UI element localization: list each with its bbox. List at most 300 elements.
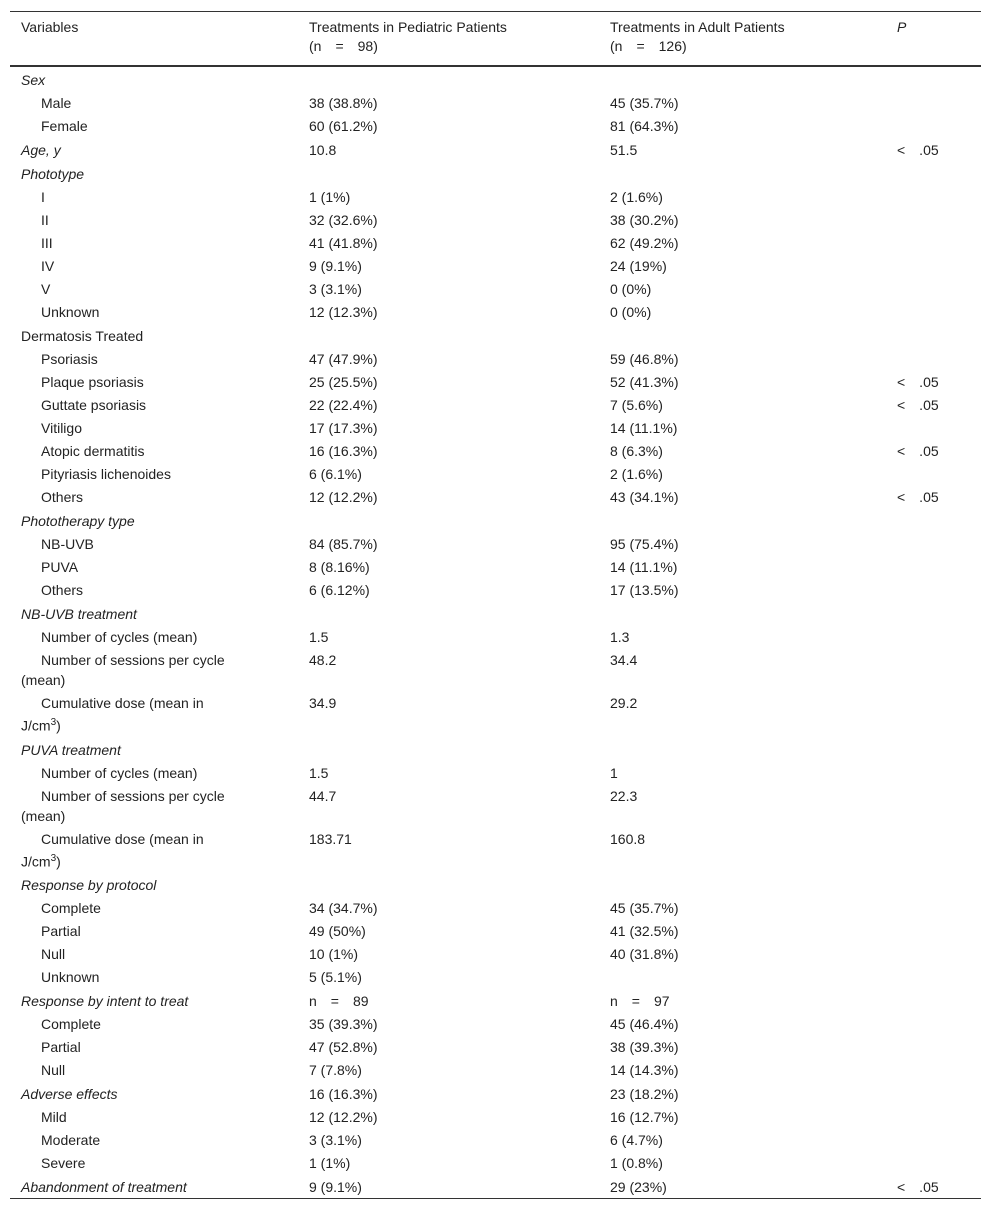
data-table xyxy=(10,11,981,1199)
cell-p-value xyxy=(886,648,981,691)
variable-label: Number of cycles (mean) xyxy=(41,629,198,645)
cell-adult xyxy=(599,1105,886,1128)
variable-label-line2 xyxy=(10,806,288,826)
variable-label: Mild xyxy=(41,1109,67,1126)
header-pediatric-title: Treatments in Pediatric Patients xyxy=(309,19,507,35)
cell-pediatric-value: 1.5 xyxy=(309,764,329,781)
cell-adult xyxy=(599,231,886,254)
header-pediatric-n: (n = 98) xyxy=(309,38,378,54)
cell-p-value xyxy=(886,827,981,873)
cell-pediatric-value: 9 (9.1%) xyxy=(309,258,362,274)
cell-pediatric xyxy=(298,323,599,347)
cell-pediatric-value: 60 (61.2%) xyxy=(309,118,378,134)
cell-adult xyxy=(599,393,886,416)
cell-p-value xyxy=(886,231,981,254)
cell-p-value xyxy=(886,393,981,416)
table-row xyxy=(10,439,981,462)
cell-adult xyxy=(599,648,886,691)
cell-p-value xyxy=(886,1081,981,1105)
cell-pediatric xyxy=(298,231,599,254)
table-row xyxy=(10,919,981,942)
variable-label: III xyxy=(41,235,53,251)
cell-p-value xyxy=(886,370,981,393)
cell-variable xyxy=(10,1151,298,1174)
cell-pediatric-value: 12 (12.2%) xyxy=(309,1109,378,1126)
cell-p-value xyxy=(886,761,981,784)
cell-pediatric xyxy=(298,393,599,416)
table-group-row xyxy=(10,137,981,161)
cell-variable xyxy=(10,66,298,91)
table-group-row xyxy=(10,66,981,91)
cell-p-value xyxy=(886,66,981,91)
cell-pediatric-value: 44.7 xyxy=(309,787,337,804)
variable-label: Adverse effects xyxy=(21,1086,118,1103)
variable-label-line1 xyxy=(10,693,288,713)
table-row xyxy=(10,827,981,873)
cell-pediatric xyxy=(298,137,599,161)
variable-label-line2 xyxy=(10,713,288,736)
cell-p-value xyxy=(886,323,981,347)
cell-adult xyxy=(599,942,886,965)
cell-pediatric xyxy=(298,578,599,601)
cell-adult xyxy=(599,185,886,208)
cell-pediatric-value: 9 (9.1%) xyxy=(309,1179,362,1196)
variable-label: Phototype xyxy=(21,166,85,182)
table-row xyxy=(10,300,981,323)
cell-pediatric-value: n = 89 xyxy=(309,993,369,1010)
table-row xyxy=(10,1058,981,1081)
cell-adult xyxy=(599,1174,886,1199)
header-row xyxy=(10,12,981,67)
variable-label: Others xyxy=(41,582,84,598)
cell-pediatric xyxy=(298,91,599,114)
cell-adult-value: 81 (64.3%) xyxy=(610,118,679,134)
variable-label-line1 xyxy=(10,786,288,806)
variable-label: Null xyxy=(41,946,66,963)
variable-label-line1 xyxy=(10,650,288,670)
cell-p-value xyxy=(886,137,981,161)
cell-variable xyxy=(10,114,298,137)
cell-pediatric xyxy=(298,648,599,691)
table-row xyxy=(10,1128,981,1151)
cell-adult xyxy=(599,827,886,873)
variable-label: IV xyxy=(41,258,55,274)
cell-adult xyxy=(599,254,886,277)
table-row xyxy=(10,277,981,300)
cell-pediatric-value: 17 (17.3%) xyxy=(309,420,378,436)
cell-adult-value: 0 (0%) xyxy=(610,281,652,297)
cell-p-value xyxy=(886,919,981,942)
cell-variable xyxy=(10,648,298,691)
cell-adult xyxy=(599,578,886,601)
table-row xyxy=(10,555,981,578)
cell-p-value xyxy=(886,872,981,896)
variable-label-part1: Number of sessions per cycle xyxy=(41,652,225,668)
variable-label: Plaque psoriasis xyxy=(41,374,144,390)
variable-label-line1 xyxy=(10,829,288,849)
table-body xyxy=(10,66,981,1199)
cell-p-value xyxy=(886,601,981,625)
cell-p-value xyxy=(886,896,981,919)
cell-pediatric-value: 6 (6.12%) xyxy=(309,582,370,598)
cell-variable xyxy=(10,1058,298,1081)
variable-label: Vitiligo xyxy=(41,420,82,436)
cell-variable xyxy=(10,370,298,393)
cell-p-value-value: < .05 xyxy=(897,1179,939,1196)
unit-superscript: 3 xyxy=(50,717,57,728)
cell-adult xyxy=(599,625,886,648)
cell-pediatric-value: 16 (16.3%) xyxy=(309,1086,378,1103)
cell-pediatric xyxy=(298,942,599,965)
cell-pediatric-value: 10 (1%) xyxy=(309,946,359,963)
cell-pediatric xyxy=(298,988,599,1012)
cell-pediatric xyxy=(298,347,599,370)
table-container xyxy=(10,11,981,1199)
cell-variable xyxy=(10,691,298,737)
cell-p-value xyxy=(886,185,981,208)
cell-variable xyxy=(10,625,298,648)
cell-adult-value: 1.3 xyxy=(610,629,630,645)
cell-pediatric xyxy=(298,965,599,988)
variable-label-part3: ) xyxy=(56,853,61,870)
cell-p-value xyxy=(886,1058,981,1081)
variable-label: NB-UVB xyxy=(41,536,94,552)
cell-p-value xyxy=(886,1012,981,1035)
table-row xyxy=(10,185,981,208)
cell-p-value xyxy=(886,254,981,277)
cell-pediatric xyxy=(298,485,599,508)
cell-adult xyxy=(599,416,886,439)
cell-variable xyxy=(10,761,298,784)
cell-p-value xyxy=(886,1128,981,1151)
cell-variable xyxy=(10,416,298,439)
cell-pediatric xyxy=(298,532,599,555)
table-row xyxy=(10,1035,981,1058)
cell-p-value-value: < .05 xyxy=(897,443,939,459)
variable-label: Male xyxy=(41,95,72,111)
table-group-row xyxy=(10,872,981,896)
cell-adult-value: 14 (11.1%) xyxy=(610,559,678,575)
cell-pediatric-value: 1 (1%) xyxy=(309,189,351,205)
variable-label-part2: (mean) xyxy=(21,672,66,688)
cell-adult xyxy=(599,532,886,555)
variable-label: PUVA treatment xyxy=(21,741,121,758)
cell-adult-value: 45 (46.4%) xyxy=(610,1016,679,1033)
cell-pediatric-value: 1 (1%) xyxy=(309,1155,351,1172)
cell-p-value xyxy=(886,208,981,231)
cell-adult xyxy=(599,555,886,578)
table-row xyxy=(10,965,981,988)
cell-adult xyxy=(599,1012,886,1035)
cell-variable xyxy=(10,208,298,231)
cell-p-value xyxy=(886,988,981,1012)
table-row xyxy=(10,208,981,231)
cell-pediatric-value: 5 (5.1%) xyxy=(309,969,362,986)
cell-adult-value: 41 (32.5%) xyxy=(610,923,679,940)
header-pediatric xyxy=(298,12,599,67)
cell-p-value xyxy=(886,91,981,114)
cell-variable xyxy=(10,508,298,532)
cell-pediatric-value: 48.2 xyxy=(309,652,337,668)
table-group-row xyxy=(10,323,981,347)
cell-pediatric xyxy=(298,114,599,137)
cell-pediatric-value: 41 (41.8%) xyxy=(309,235,378,251)
cell-adult-value: 29.2 xyxy=(610,695,638,711)
cell-variable xyxy=(10,919,298,942)
header-adult-n: (n = 126) xyxy=(610,38,687,54)
table-row xyxy=(10,784,981,827)
cell-pediatric-value: 35 (39.3%) xyxy=(309,1016,378,1033)
cell-variable xyxy=(10,1012,298,1035)
cell-variable xyxy=(10,462,298,485)
cell-pediatric xyxy=(298,439,599,462)
cell-adult xyxy=(599,161,886,185)
cell-adult-value: 38 (39.3%) xyxy=(610,1039,679,1056)
cell-adult xyxy=(599,462,886,485)
cell-variable xyxy=(10,393,298,416)
cell-adult-value: 24 (19%) xyxy=(610,258,667,274)
variable-label: Response by protocol xyxy=(21,877,157,894)
cell-adult xyxy=(599,485,886,508)
cell-adult xyxy=(599,1081,886,1105)
cell-pediatric-value: 22 (22.4%) xyxy=(309,397,378,413)
cell-adult xyxy=(599,208,886,231)
table-row xyxy=(10,761,981,784)
variable-label: Female xyxy=(41,118,88,134)
table-group-row xyxy=(10,988,981,1012)
cell-adult xyxy=(599,66,886,91)
table-row xyxy=(10,691,981,737)
cell-variable xyxy=(10,323,298,347)
cell-pediatric-value: 34 (34.7%) xyxy=(309,900,378,917)
variable-label: Psoriasis xyxy=(41,351,98,367)
table-group-row xyxy=(10,508,981,532)
cell-pediatric-value: 25 (25.5%) xyxy=(309,374,378,390)
cell-pediatric-value: 8 (8.16%) xyxy=(309,559,370,575)
variable-label: Complete xyxy=(41,900,101,917)
cell-pediatric-value: 47 (52.8%) xyxy=(309,1039,378,1056)
cell-pediatric xyxy=(298,919,599,942)
cell-p-value-value: < .05 xyxy=(897,397,939,413)
variable-label-part1: Cumulative dose (mean in xyxy=(41,695,204,711)
cell-pediatric xyxy=(298,896,599,919)
cell-variable xyxy=(10,485,298,508)
cell-variable xyxy=(10,1128,298,1151)
table-row xyxy=(10,896,981,919)
cell-adult xyxy=(599,300,886,323)
header-adult-title: Treatments in Adult Patients xyxy=(610,19,785,35)
cell-variable xyxy=(10,1105,298,1128)
table-group-row xyxy=(10,1174,981,1199)
cell-variable xyxy=(10,601,298,625)
cell-p-value xyxy=(886,1035,981,1058)
cell-pediatric xyxy=(298,872,599,896)
variable-label: Unknown xyxy=(41,969,100,986)
variable-label: Guttate psoriasis xyxy=(41,397,147,413)
cell-variable xyxy=(10,988,298,1012)
cell-adult-value: 29 (23%) xyxy=(610,1179,667,1196)
cell-pediatric xyxy=(298,601,599,625)
cell-p-value xyxy=(886,114,981,137)
cell-pediatric xyxy=(298,1012,599,1035)
cell-adult xyxy=(599,1151,886,1174)
cell-pediatric-value: 34.9 xyxy=(309,695,337,711)
variable-label: NB-UVB treatment xyxy=(21,606,137,622)
cell-adult-value: 8 (6.3%) xyxy=(610,443,663,459)
header-adult xyxy=(599,12,886,67)
cell-pediatric xyxy=(298,691,599,737)
cell-adult-value: 43 (34.1%) xyxy=(610,489,679,505)
cell-variable xyxy=(10,347,298,370)
cell-pediatric-value: 38 (38.8%) xyxy=(309,95,378,111)
variable-label-line2 xyxy=(10,670,288,690)
cell-adult xyxy=(599,91,886,114)
cell-adult xyxy=(599,1035,886,1058)
cell-adult-value: 2 (1.6%) xyxy=(610,189,663,205)
cell-adult xyxy=(599,114,886,137)
table-row xyxy=(10,1012,981,1035)
cell-adult xyxy=(599,988,886,1012)
cell-pediatric xyxy=(298,185,599,208)
cell-pediatric xyxy=(298,370,599,393)
cell-variable xyxy=(10,439,298,462)
cell-p-value xyxy=(886,691,981,737)
header-variables-label: Variables xyxy=(21,19,79,35)
variable-label-part1: Number of sessions per cycle xyxy=(41,787,225,804)
cell-adult-value: 14 (14.3%) xyxy=(610,1062,679,1079)
cell-pediatric xyxy=(298,277,599,300)
cell-pediatric xyxy=(298,462,599,485)
cell-variable xyxy=(10,1174,298,1199)
cell-p-value xyxy=(886,578,981,601)
cell-p-value xyxy=(886,161,981,185)
variable-label: Sex xyxy=(21,72,46,88)
cell-adult-value: n = 97 xyxy=(610,993,670,1010)
table-row xyxy=(10,1151,981,1174)
cell-p-value-value: < .05 xyxy=(897,142,939,158)
cell-p-value xyxy=(886,462,981,485)
cell-adult-value: 7 (5.6%) xyxy=(610,397,663,413)
variable-label: II xyxy=(41,212,49,228)
cell-adult xyxy=(599,1058,886,1081)
cell-adult-value: 16 (12.7%) xyxy=(610,1109,679,1126)
cell-pediatric xyxy=(298,827,599,873)
cell-pediatric-value: 16 (16.3%) xyxy=(309,443,378,459)
cell-adult xyxy=(599,919,886,942)
cell-p-value xyxy=(886,277,981,300)
table-row xyxy=(10,370,981,393)
table-row xyxy=(10,393,981,416)
variable-label: Severe xyxy=(41,1155,86,1172)
variable-label: Response by intent to treat xyxy=(21,993,189,1010)
cell-pediatric-value: 32 (32.6%) xyxy=(309,212,378,228)
cell-variable xyxy=(10,942,298,965)
variable-label: Abandonment of treatment xyxy=(21,1179,187,1196)
cell-pediatric xyxy=(298,737,599,761)
cell-variable xyxy=(10,161,298,185)
cell-adult-value: 160.8 xyxy=(610,830,646,847)
cell-p-value xyxy=(886,737,981,761)
variable-label-line2 xyxy=(10,849,288,872)
cell-p-value xyxy=(886,625,981,648)
variable-label: Partial xyxy=(41,1039,81,1056)
cell-variable xyxy=(10,1035,298,1058)
variable-label: Phototherapy type xyxy=(21,513,135,529)
cell-adult-value: 51.5 xyxy=(610,142,638,158)
cell-adult-value: 14 (11.1%) xyxy=(610,420,678,436)
cell-pediatric xyxy=(298,1151,599,1174)
cell-variable xyxy=(10,896,298,919)
cell-p-value xyxy=(886,485,981,508)
variable-label: Age, y xyxy=(21,142,61,158)
cell-adult-value: 59 (46.8%) xyxy=(610,351,679,367)
variable-label: Null xyxy=(41,1062,66,1079)
cell-pediatric-value: 12 (12.3%) xyxy=(309,304,378,320)
variable-label: Number of cycles (mean) xyxy=(41,764,198,781)
cell-variable xyxy=(10,532,298,555)
cell-variable xyxy=(10,784,298,827)
cell-variable xyxy=(10,827,298,873)
table-row xyxy=(10,532,981,555)
table-group-row xyxy=(10,601,981,625)
cell-p-value xyxy=(886,1151,981,1174)
table-row xyxy=(10,578,981,601)
cell-adult xyxy=(599,737,886,761)
cell-pediatric-value: 12 (12.2%) xyxy=(309,489,378,505)
cell-adult-value: 1 (0.8%) xyxy=(610,1155,663,1172)
cell-variable xyxy=(10,965,298,988)
table-row xyxy=(10,462,981,485)
cell-p-value xyxy=(886,300,981,323)
header-variables xyxy=(10,12,298,67)
cell-variable xyxy=(10,185,298,208)
cell-pediatric-value: 47 (47.9%) xyxy=(309,351,378,367)
cell-adult xyxy=(599,137,886,161)
variable-label-part3: ) xyxy=(56,717,61,734)
table-row xyxy=(10,231,981,254)
cell-variable xyxy=(10,578,298,601)
cell-pediatric xyxy=(298,1035,599,1058)
cell-p-value xyxy=(886,942,981,965)
cell-pediatric xyxy=(298,761,599,784)
cell-adult-value: 22.3 xyxy=(610,787,638,804)
cell-adult xyxy=(599,896,886,919)
cell-adult xyxy=(599,601,886,625)
table-group-row xyxy=(10,1081,981,1105)
variable-label: Unknown xyxy=(41,304,100,320)
variable-label-part1: Cumulative dose (mean in xyxy=(41,830,204,847)
cell-p-value xyxy=(886,532,981,555)
cell-adult xyxy=(599,872,886,896)
cell-pediatric xyxy=(298,66,599,91)
cell-pediatric xyxy=(298,508,599,532)
cell-variable xyxy=(10,91,298,114)
cell-adult-value: 34.4 xyxy=(610,652,638,668)
cell-pediatric xyxy=(298,625,599,648)
cell-pediatric-value: 49 (50%) xyxy=(309,923,366,940)
cell-adult xyxy=(599,761,886,784)
cell-adult xyxy=(599,439,886,462)
cell-adult-value: 6 (4.7%) xyxy=(610,1132,663,1149)
cell-adult-value: 17 (13.5%) xyxy=(610,582,679,598)
cell-variable xyxy=(10,872,298,896)
table-row xyxy=(10,625,981,648)
variable-label: Atopic dermatitis xyxy=(41,443,145,459)
cell-pediatric xyxy=(298,784,599,827)
variable-label: Moderate xyxy=(41,1132,101,1149)
cell-p-value-value: < .05 xyxy=(897,374,939,390)
cell-adult-value: 0 (0%) xyxy=(610,304,652,320)
